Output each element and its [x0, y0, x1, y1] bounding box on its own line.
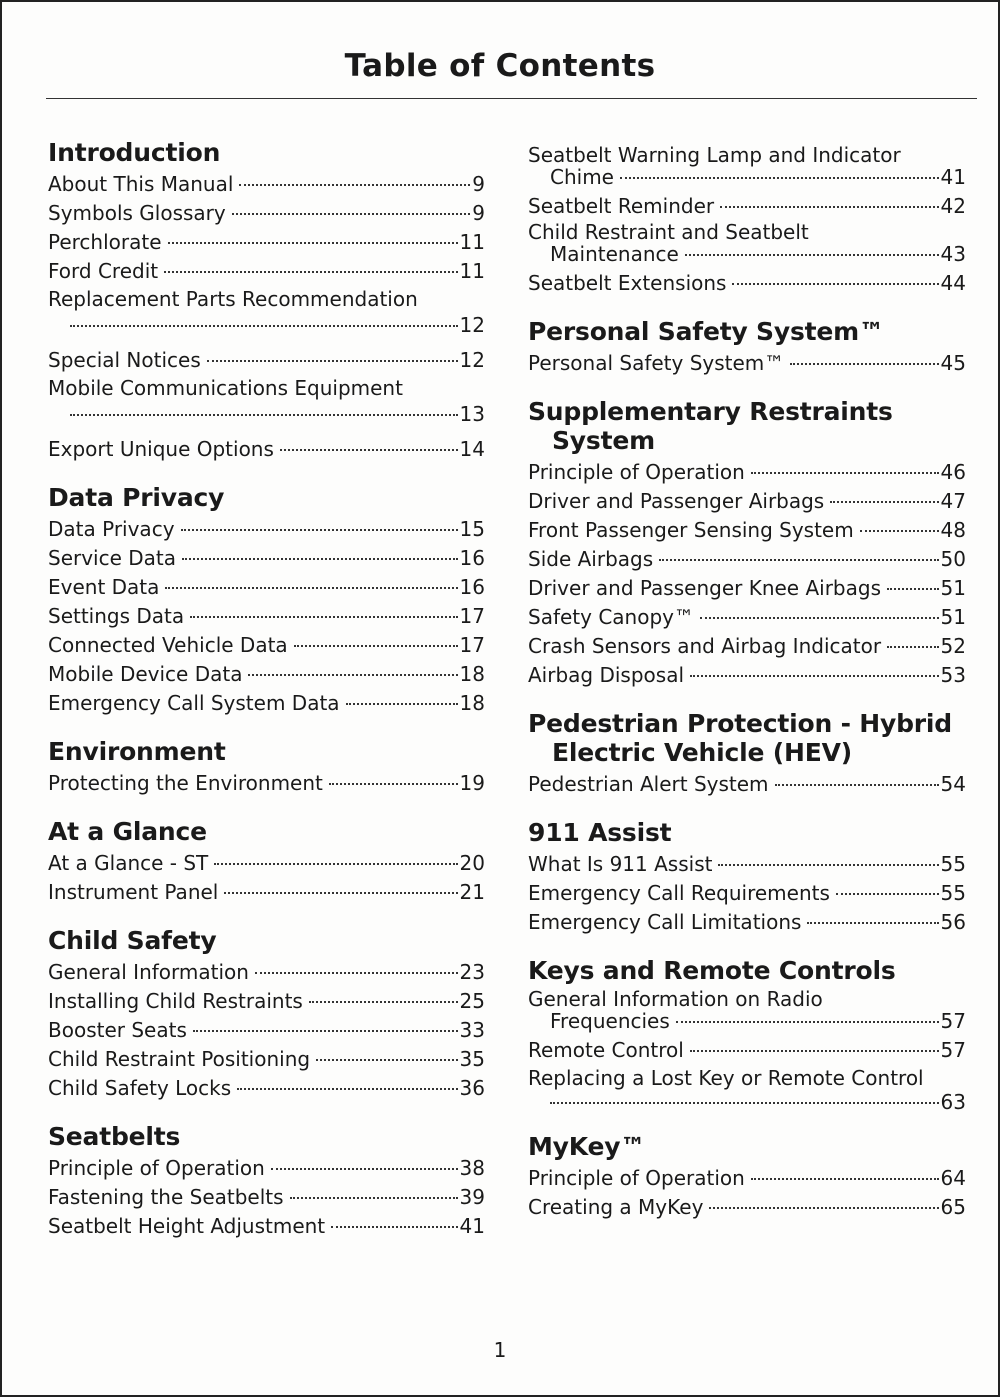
toc-entry[interactable]: [48, 689, 485, 718]
toc-entry[interactable]: [48, 769, 485, 798]
entry-title: Driver and Passenger Airbags: [528, 489, 825, 513]
toc-entry[interactable]: [48, 1154, 485, 1183]
entry-title: Emergency Call Requirements: [528, 881, 830, 905]
entry-page: 48: [940, 518, 966, 542]
toc-section: [528, 818, 966, 937]
entry-title: Service Data: [48, 546, 177, 570]
entry-title: Crash Sensors and Airbag Indicator: [528, 634, 882, 658]
section-heading: At a Glance: [48, 817, 207, 846]
toc-entry[interactable]: [48, 170, 485, 199]
entry-title: Installing Child Restraints: [48, 989, 303, 1013]
toc-entry[interactable]: [528, 1036, 966, 1065]
entry-title-line1: General Information on Radio: [528, 987, 823, 1011]
dot-leader: [690, 675, 939, 677]
section-heading: Introduction: [48, 138, 221, 167]
entry-title: Mobile Communications Equipment: [48, 376, 403, 400]
entry-title: Special Notices: [48, 348, 201, 372]
entry-page: 23: [459, 960, 485, 984]
dot-leader: [70, 414, 458, 416]
entry-page: 46: [940, 460, 966, 484]
entry-page: 17: [459, 604, 485, 628]
entry-page: 51: [940, 605, 966, 629]
toc-entry[interactable]: [48, 660, 485, 689]
entry-title: Remote Control: [528, 1038, 684, 1062]
dot-leader: [659, 559, 938, 561]
dot-leader: [676, 1021, 939, 1023]
toc-section: [48, 926, 485, 1103]
toc-entry[interactable]: [528, 574, 966, 603]
entry-title: Pedestrian Alert System: [528, 772, 769, 796]
entry-title: Event Data: [48, 575, 160, 599]
dot-leader: [214, 863, 457, 865]
toc-section: [528, 1132, 966, 1222]
entry-title-line2: Chime: [550, 165, 614, 189]
entry-title: Child Restraint Positioning: [48, 1047, 311, 1071]
entry-page: 16: [459, 575, 485, 599]
toc-section: [48, 817, 485, 907]
dot-leader: [732, 283, 938, 285]
dot-leader: [830, 501, 938, 503]
toc-entry[interactable]: [48, 375, 485, 427]
toc-left-column: [48, 138, 485, 1260]
entry-title: Airbag Disposal: [528, 663, 685, 687]
entry-page: 15: [459, 517, 485, 541]
dot-leader: [751, 1178, 939, 1180]
dot-leader: [718, 864, 938, 866]
entry-page: 19: [459, 771, 485, 795]
toc-entry[interactable]: [528, 1193, 966, 1222]
entry-title: Emergency Call Limitations: [528, 910, 802, 934]
dot-leader: [182, 558, 458, 560]
entry-title: Protecting the Environment: [48, 771, 323, 795]
entry-page: 41: [940, 165, 966, 189]
entry-page: 18: [459, 662, 485, 686]
section-heading: Seatbelts: [48, 1122, 181, 1151]
entry-title: Perchlorate: [48, 230, 162, 254]
toc-entry[interactable]: [528, 269, 966, 298]
dot-leader: [248, 674, 457, 676]
toc-entry[interactable]: [48, 573, 485, 602]
entry-title: General Information: [48, 960, 249, 984]
dot-leader: [836, 893, 939, 895]
dot-leader: [181, 529, 458, 531]
entry-title: Settings Data: [48, 604, 185, 628]
dot-leader: [280, 449, 458, 451]
entry-title: Connected Vehicle Data: [48, 633, 288, 657]
entry-page: 39: [459, 1185, 485, 1209]
entry-page: 18: [459, 691, 485, 715]
dot-leader: [316, 1059, 457, 1061]
entry-page: 12: [459, 313, 485, 337]
entry-title: Principle of Operation: [528, 1166, 745, 1190]
toc-entry[interactable]: [48, 435, 485, 464]
entry-title: Symbols Glossary: [48, 201, 226, 225]
toc-section: [528, 709, 966, 799]
entry-title: Emergency Call System Data: [48, 691, 340, 715]
toc-entry[interactable]: [48, 1016, 485, 1045]
entry-title: About This Manual: [48, 172, 234, 196]
entry-page: 57: [940, 1009, 966, 1033]
dot-leader: [232, 213, 471, 215]
entry-title: Seatbelt Reminder: [528, 194, 715, 218]
toc-section: [528, 956, 966, 1113]
entry-page: 25: [459, 989, 485, 1013]
entry-page: 42: [940, 194, 966, 218]
toc-entry[interactable]: [48, 199, 485, 228]
dot-leader: [165, 587, 457, 589]
entry-page: 44: [940, 271, 966, 295]
entry-page: 35: [459, 1047, 485, 1071]
dot-leader: [620, 177, 939, 179]
toc-entry[interactable]: [528, 516, 966, 545]
toc-entry[interactable]: [528, 144, 966, 188]
dot-leader: [168, 242, 458, 244]
entry-page: 53: [940, 663, 966, 687]
entry-page: 20: [459, 851, 485, 875]
dot-leader: [700, 617, 939, 619]
entry-page: 14: [459, 437, 485, 461]
entry-title: Mobile Device Data: [48, 662, 243, 686]
entry-page: 43: [940, 242, 966, 266]
toc-entry[interactable]: [48, 1074, 485, 1103]
toc-entry[interactable]: [48, 987, 485, 1016]
entry-title: Seatbelt Height Adjustment: [48, 1214, 326, 1238]
entry-page: 55: [940, 852, 966, 876]
dot-leader: [690, 1050, 939, 1052]
entry-title: Front Passenger Sensing System: [528, 518, 854, 542]
dot-leader: [239, 184, 470, 186]
entry-page: 56: [940, 910, 966, 934]
dot-leader: [346, 703, 458, 705]
section-heading: Child Safety: [48, 926, 217, 955]
dot-leader: [193, 1030, 458, 1032]
toc-section: [528, 397, 966, 690]
entry-page: 13: [459, 402, 485, 426]
entry-title-line2: Frequencies: [550, 1009, 670, 1033]
toc-entry[interactable]: [48, 257, 485, 286]
entry-title: Principle of Operation: [528, 460, 745, 484]
dot-leader: [860, 530, 939, 532]
entry-title: Instrument Panel: [48, 880, 219, 904]
toc-entry[interactable]: [48, 849, 485, 878]
toc-entry[interactable]: [528, 349, 966, 378]
dot-leader: [775, 784, 939, 786]
page-title: Table of Contents: [344, 48, 656, 84]
toc-entry[interactable]: [528, 770, 966, 799]
toc-section: [48, 138, 485, 464]
toc-entry[interactable]: [528, 879, 966, 908]
dot-leader: [70, 325, 458, 327]
section-heading: [528, 397, 966, 455]
entry-title: Export Unique Options: [48, 437, 274, 461]
entry-title: Fastening the Seatbelts: [48, 1185, 284, 1209]
toc-entry[interactable]: [528, 850, 966, 879]
section-heading: 911 Assist: [528, 818, 672, 847]
entry-page: 57: [940, 1038, 966, 1062]
toc-entry[interactable]: [48, 878, 485, 907]
entry-title: At a Glance - ST: [48, 851, 209, 875]
entry-title: Child Safety Locks: [48, 1076, 232, 1100]
entry-title: Side Airbags: [528, 547, 654, 571]
toc-section: [48, 1122, 485, 1241]
section-heading-line1: Pedestrian Protection - Hybrid: [528, 709, 952, 738]
entry-page: 21: [459, 880, 485, 904]
entry-title: Ford Credit: [48, 259, 159, 283]
toc-entry[interactable]: [528, 458, 966, 487]
dot-leader: [887, 588, 939, 590]
section-heading-line1: Supplementary Restraints: [528, 397, 893, 426]
entry-page: 16: [459, 546, 485, 570]
dot-leader: [190, 616, 457, 618]
entry-title: Replacement Parts Recommendation: [48, 287, 418, 311]
toc-entry[interactable]: [48, 631, 485, 660]
page-number: 1: [493, 1338, 507, 1362]
toc-entry[interactable]: [528, 545, 966, 574]
toc-entry[interactable]: [48, 286, 485, 338]
toc-entry[interactable]: [528, 908, 966, 937]
entry-page: 36: [459, 1076, 485, 1100]
section-heading: [528, 709, 966, 767]
dot-leader: [550, 1102, 939, 1104]
entry-page: 45: [940, 351, 966, 375]
toc-entry[interactable]: [528, 603, 966, 632]
section-heading: Keys and Remote Controls: [528, 956, 896, 985]
entry-page: 12: [459, 348, 485, 372]
entry-title: Booster Seats: [48, 1018, 187, 1042]
entry-page: 33: [459, 1018, 485, 1042]
entry-title: Data Privacy: [48, 517, 175, 541]
entry-title-line1: Child Restraint and Seatbelt: [528, 220, 809, 244]
toc-entry[interactable]: [528, 487, 966, 516]
section-heading: Environment: [48, 737, 226, 766]
toc-section: [48, 737, 485, 798]
dot-leader: [164, 271, 457, 273]
dot-leader: [887, 646, 938, 648]
entry-page: 17: [459, 633, 485, 657]
entry-title: Creating a MyKey: [528, 1195, 704, 1219]
entry-page: 11: [459, 230, 485, 254]
entry-title: Principle of Operation: [48, 1156, 265, 1180]
toc-entry[interactable]: [48, 544, 485, 573]
toc-entry[interactable]: [48, 1183, 485, 1212]
entry-page: 9: [472, 201, 485, 225]
entry-title: Driver and Passenger Knee Airbags: [528, 576, 881, 600]
toc-section: [528, 317, 966, 378]
entry-title: Seatbelt Extensions: [528, 271, 727, 295]
toc-section-continued: [528, 144, 966, 298]
entry-page: 55: [940, 881, 966, 905]
dot-leader: [207, 360, 458, 362]
entry-page: 47: [940, 489, 966, 513]
entry-page: 38: [459, 1156, 485, 1180]
dot-leader: [309, 1001, 458, 1003]
dot-leader: [331, 1226, 457, 1228]
dot-leader: [237, 1088, 457, 1090]
dot-leader: [224, 892, 457, 894]
section-heading: Data Privacy: [48, 483, 225, 512]
entry-page: 51: [940, 576, 966, 600]
entry-page: 63: [940, 1090, 966, 1114]
dot-leader: [329, 783, 458, 785]
dot-leader: [709, 1207, 938, 1209]
toc-entry[interactable]: [48, 515, 485, 544]
toc-entry[interactable]: [528, 1164, 966, 1193]
toc-right-column: [528, 144, 966, 1241]
toc-entry[interactable]: [528, 192, 966, 221]
entry-page: 64: [940, 1166, 966, 1190]
toc-section: [48, 483, 485, 718]
section-heading: Personal Safety System™: [528, 317, 884, 346]
toc-entry[interactable]: [48, 228, 485, 257]
section-heading-line2: System: [552, 426, 655, 455]
entry-page: 11: [459, 259, 485, 283]
section-heading-line2: Electric Vehicle (HEV): [552, 738, 852, 767]
section-heading: MyKey™: [528, 1132, 646, 1161]
entry-page: 52: [940, 634, 966, 658]
dot-leader: [807, 922, 938, 924]
toc-entry[interactable]: [48, 1045, 485, 1074]
dot-leader: [685, 254, 939, 256]
entry-title-line2: Maintenance: [550, 242, 679, 266]
dot-leader: [290, 1197, 458, 1199]
toc-entry[interactable]: [528, 221, 966, 265]
entry-title: Personal Safety System™: [528, 351, 785, 375]
toc-entry[interactable]: [48, 1212, 485, 1241]
dot-leader: [751, 472, 939, 474]
dot-leader: [255, 972, 458, 974]
entry-page: 54: [940, 772, 966, 796]
entry-page: 9: [472, 172, 485, 196]
toc-entry[interactable]: [528, 632, 966, 661]
entry-page: 65: [940, 1195, 966, 1219]
dot-leader: [720, 206, 938, 208]
title-divider: [46, 98, 977, 99]
dot-leader: [271, 1168, 458, 1170]
entry-page: 50: [940, 547, 966, 571]
entry-title: Replacing a Lost Key or Remote Control: [528, 1066, 924, 1090]
toc-entry[interactable]: [528, 1065, 966, 1113]
toc-entry[interactable]: [48, 602, 485, 631]
toc-entry[interactable]: [528, 661, 966, 690]
dot-leader: [294, 645, 458, 647]
toc-entry[interactable]: [48, 346, 485, 375]
toc-entry[interactable]: [48, 958, 485, 987]
entry-page: 41: [459, 1214, 485, 1238]
toc-entry[interactable]: [528, 988, 966, 1032]
entry-title: Safety Canopy™: [528, 605, 694, 629]
entry-title-line1: Seatbelt Warning Lamp and Indicator: [528, 143, 901, 167]
dot-leader: [790, 363, 938, 365]
entry-title: What Is 911 Assist: [528, 852, 713, 876]
